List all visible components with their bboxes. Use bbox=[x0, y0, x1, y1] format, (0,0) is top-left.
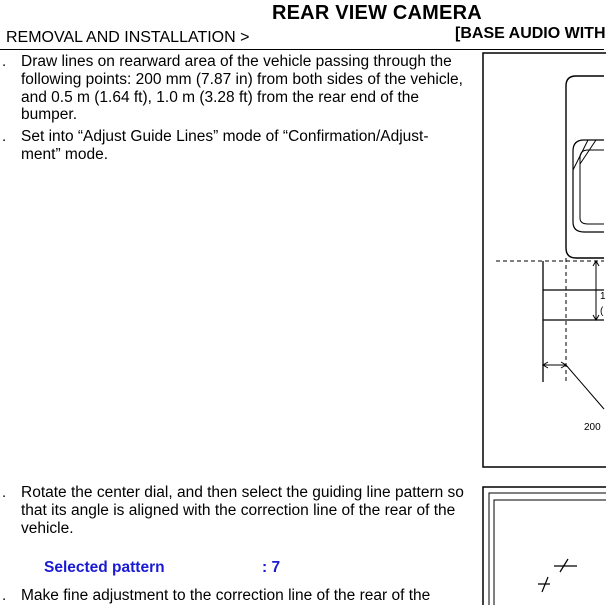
side-dimension-label: 200 bbox=[584, 422, 601, 433]
step-1-text bbox=[21, 53, 474, 124]
vehicle-guide-lines-figure bbox=[482, 52, 604, 469]
selected-pattern-label: Selected pattern bbox=[44, 559, 165, 576]
guide-mark-lower bbox=[538, 577, 550, 592]
section-scope-label: [BASE AUDIO WITH bbox=[455, 25, 606, 42]
step-bullet: . bbox=[2, 484, 7, 501]
step-3-line-3: vehicle. bbox=[21, 519, 74, 537]
step-1-line-1: Draw lines on rearward area of the vehicle passing through the bbox=[21, 53, 452, 70]
step-1-line-2: following points: 200 mm (7.87 in) from both sides of the vehicle, bbox=[21, 70, 463, 88]
screen-inner-outline bbox=[494, 500, 606, 605]
selected-pattern-value: : 7 bbox=[262, 559, 281, 576]
vehicle-body-outline bbox=[566, 76, 604, 258]
step-2-text bbox=[21, 128, 474, 164]
step-1-line-3: and 0.5 m (1.64 ft), 1.0 m (3.28 ft) from the rear end of the bbox=[21, 88, 420, 106]
screen-outline bbox=[489, 493, 606, 605]
step-2-line-1: Set into “Adjust Guide Lines” mode of “Confirmation/Adjust- bbox=[21, 128, 429, 145]
step-3-line-1: Rotate the center dial, and then select the guiding line pattern so bbox=[21, 484, 464, 501]
step-3-text bbox=[21, 484, 474, 537]
rear-window-outline bbox=[573, 140, 604, 232]
step-4-line-1: Make fine adjustment to the correction line of the rear of the bbox=[21, 587, 431, 604]
step-bullet: . bbox=[2, 128, 7, 145]
step-bullet: . bbox=[2, 587, 7, 604]
page-title: REAR VIEW CAMERA bbox=[272, 2, 482, 24]
header-rule bbox=[0, 49, 604, 50]
section-breadcrumb: REMOVAL AND INSTALLATION > bbox=[6, 29, 250, 46]
figure-frame bbox=[483, 53, 606, 467]
step-4-text bbox=[21, 587, 474, 605]
guide-mark-upper bbox=[554, 559, 577, 572]
step-3-line-2: that its angle is aligned with the correction line of the rear of the bbox=[21, 501, 456, 519]
rear-window-inner bbox=[580, 150, 604, 224]
step-bullet: . bbox=[2, 53, 7, 70]
step-1-line-4: bumper. bbox=[21, 106, 78, 124]
guide-pattern-screen-figure bbox=[482, 486, 604, 605]
dimension-label-secondary: ( bbox=[600, 306, 604, 317]
window-bevel-lines bbox=[573, 140, 596, 170]
step-2-line-2: ment” mode. bbox=[21, 145, 109, 163]
dimension-label: 1 bbox=[600, 291, 606, 302]
leader-line bbox=[566, 365, 604, 409]
